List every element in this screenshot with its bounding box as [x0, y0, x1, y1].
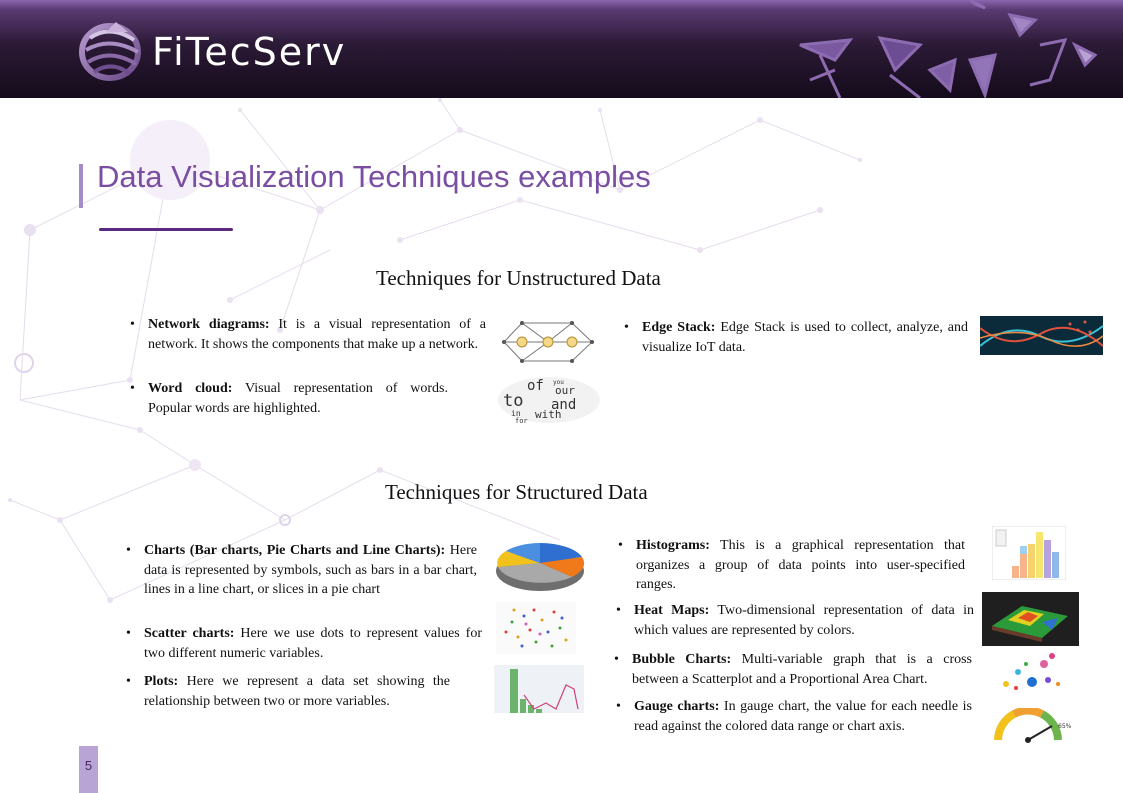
list-item-edge-stack	[624, 318, 969, 357]
list-item-histograms	[618, 536, 965, 595]
item-text: Visual representation of words. Popular words are highlighted.	[148, 381, 448, 416]
brand-name: FiTecServ	[152, 30, 347, 74]
gauge-value-label: 65%	[1058, 723, 1072, 730]
item-text: Here data is represented by symbols, such as bars in a bar chart, lines in a line chart, or slices in a pie chart	[144, 543, 477, 597]
pie-chart-thumbnail	[494, 541, 586, 593]
item-text: Here we represent a data set showing the relationship between two or more variables.	[144, 674, 450, 709]
list-item-heat-maps	[616, 601, 974, 640]
item-text: Edge Stack is used to collect, analyze, and visualize IoT data.	[642, 320, 969, 355]
word-cloud-word: for	[515, 417, 528, 424]
word-cloud-thumbnail	[497, 376, 601, 424]
item-text: It is a visual representation of a network. It shows the components that make up a network.	[148, 317, 486, 352]
item-label: Heat Maps:	[634, 603, 710, 618]
word-cloud-word: to	[503, 391, 524, 411]
histogram-thumbnail	[992, 526, 1066, 580]
page-number: 5	[84, 758, 93, 773]
item-text: Two-dimensional representation of data in which values are represented by colors.	[634, 603, 974, 638]
bubble-chart-thumbnail	[996, 650, 1062, 694]
word-cloud-word: in	[511, 409, 521, 418]
header-decor-triangles-icon	[780, 0, 1123, 98]
list-item-charts	[126, 541, 477, 600]
item-text: Here we use dots to represent values for two different numeric variables.	[144, 626, 482, 661]
bullet: •	[126, 543, 131, 558]
word-cloud-word: our	[555, 384, 575, 397]
list-item-gauge-charts	[616, 697, 972, 736]
structured-heading: Techniques for Structured Data	[385, 480, 648, 504]
bullet: •	[130, 317, 135, 332]
list-item-plots	[126, 672, 450, 711]
bullet: •	[616, 603, 621, 618]
word-cloud-word: and	[551, 397, 577, 413]
unstructured-heading: Techniques for Unstructured Data	[376, 266, 661, 290]
item-label: Histograms:	[636, 538, 710, 553]
item-label: Gauge charts:	[634, 699, 720, 714]
item-label: Network diagrams:	[148, 317, 270, 332]
network-diagram-thumbnail	[500, 315, 596, 369]
bullet: •	[614, 652, 619, 667]
gauge-chart-thumbnail	[994, 708, 1074, 744]
item-label: Charts (Bar charts, Pie Charts and Line Charts):	[144, 543, 446, 558]
list-item-network-diagrams	[130, 315, 486, 354]
heat-map-thumbnail	[982, 592, 1079, 646]
brand-logo-icon	[76, 18, 148, 82]
item-label: Scatter charts:	[144, 626, 235, 641]
list-item-scatter-charts	[126, 624, 482, 663]
bullet: •	[618, 538, 623, 553]
bullet: •	[126, 674, 131, 689]
header-band	[0, 0, 1123, 98]
word-cloud-word: with	[535, 408, 562, 421]
item-text: In gauge chart, the value for each needle is read against the colored data range or chart axis.	[634, 699, 972, 734]
item-label: Bubble Charts:	[632, 652, 732, 667]
list-item-word-cloud	[130, 379, 448, 418]
page-title: Data Visualization Techniques examples	[97, 159, 651, 194]
page-number-box	[79, 746, 98, 793]
title-underline	[99, 228, 233, 231]
bullet: •	[624, 320, 629, 335]
bullet: •	[616, 699, 621, 714]
item-label: Edge Stack:	[642, 320, 716, 335]
item-label: Word cloud:	[148, 381, 233, 396]
edge-stack-thumbnail	[980, 316, 1103, 355]
word-cloud-word: of	[527, 378, 544, 394]
bullet: •	[130, 381, 135, 396]
item-text: Multi-variable graph that is a cross between a Scatterplot and a Proportional Area Chart.	[632, 652, 972, 687]
item-label: Plots:	[144, 674, 179, 689]
list-item-bubble-charts	[614, 650, 972, 689]
title-accent-bar	[79, 164, 83, 208]
word-cloud-word: you	[553, 379, 564, 386]
item-text: This is a graphical representation that organizes a group of data points into user-specified ranges.	[636, 538, 965, 592]
bullet: •	[126, 626, 131, 641]
plot-thumbnail	[494, 665, 584, 713]
scatter-chart-thumbnail	[496, 602, 576, 654]
